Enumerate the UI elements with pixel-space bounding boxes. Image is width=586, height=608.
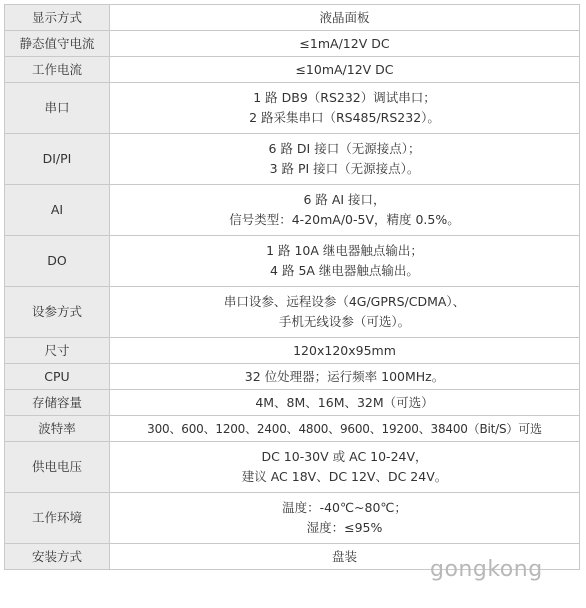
value-line: ≤1mA/12V DC (299, 35, 390, 51)
row-value (110, 31, 580, 57)
row-label: DI/PI (4, 134, 110, 185)
spec-row-cpu (4, 364, 580, 390)
spec-row-di-pi (4, 134, 580, 185)
row-value (110, 134, 580, 185)
row-label: DO (4, 236, 110, 287)
spec-row-storage (4, 390, 580, 416)
row-value (110, 236, 580, 287)
spec-row-serial (4, 83, 580, 134)
row-value (110, 493, 580, 544)
value-line: DC 10-30V 或 AC 10-24V， (261, 449, 428, 464)
row-label: 工作环境 (4, 493, 110, 544)
value-line: 手机无线设参（可选）。 (278, 314, 411, 329)
value-line: 串口设参、远程设参（4G/GPRS/CDMA）、 (223, 294, 466, 309)
spec-row-display (4, 4, 580, 31)
row-label: 工作电流 (4, 57, 110, 83)
value-line: 温度：-40℃~80℃； (282, 500, 407, 515)
row-value (110, 364, 580, 390)
row-label: AI (4, 185, 110, 236)
row-label: 供电电压 (4, 442, 110, 493)
spec-row-standby-current (4, 31, 580, 57)
row-label: 安装方式 (4, 544, 110, 570)
value-line: 4M、8M、16M、32M（可选） (255, 394, 434, 410)
row-label: CPU (4, 364, 110, 390)
watermark: gongkong (430, 557, 543, 582)
value-line: 信号类型：4-20mA/0-5V，精度 0.5%。 (229, 212, 460, 227)
row-label: 显示方式 (4, 4, 110, 31)
value-line: 6 路 AI 接口， (303, 192, 386, 207)
value-line: 盘装 (331, 548, 357, 564)
spec-row-config (4, 287, 580, 338)
value-line: 120x120x95mm (293, 342, 396, 358)
row-value (110, 57, 580, 83)
row-value (110, 338, 580, 364)
value-line: 1 路 10A 继电器触点输出； (266, 243, 423, 258)
value-line: 300、600、1200、2400、4800、9600、19200、38400（Bit/S）可选 (147, 421, 542, 436)
spec-row-environment (4, 493, 580, 544)
value-line: 32 位处理器；运行频率 100MHz。 (244, 368, 445, 384)
spec-row-size (4, 338, 580, 364)
value-line: 6 路 DI 接口（无源接点）； (268, 141, 421, 156)
spec-row-working-current (4, 57, 580, 83)
spec-row-baud (4, 416, 580, 442)
spec-row-ai (4, 185, 580, 236)
value-line: 3 路 PI 接口（无源接点）。 (269, 161, 420, 176)
row-value (110, 83, 580, 134)
row-value (110, 185, 580, 236)
value-line: 湿度：≤95% (306, 520, 383, 535)
row-label: 波特率 (4, 416, 110, 442)
row-value (110, 416, 580, 442)
row-label: 尺寸 (4, 338, 110, 364)
row-label: 存储容量 (4, 390, 110, 416)
row-value (110, 287, 580, 338)
spec-row-power (4, 442, 580, 493)
row-value (110, 390, 580, 416)
row-label: 静态值守电流 (4, 31, 110, 57)
value-line: ≤10mA/12V DC (295, 61, 394, 77)
value-line: 建议 AC 18V、DC 12V、DC 24V。 (241, 469, 448, 484)
row-value (110, 442, 580, 493)
value-line: 1 路 DB9（RS232）调试串口； (253, 90, 436, 105)
spec-row-do (4, 236, 580, 287)
row-value (110, 4, 580, 31)
value-line: 4 路 5A 继电器触点输出。 (270, 263, 419, 278)
row-label: 串口 (4, 83, 110, 134)
row-label: 设参方式 (4, 287, 110, 338)
value-line: 2 路采集串口（RS485/RS232）。 (249, 110, 440, 125)
spec-table (4, 4, 580, 570)
value-line: 液晶面板 (319, 9, 370, 25)
